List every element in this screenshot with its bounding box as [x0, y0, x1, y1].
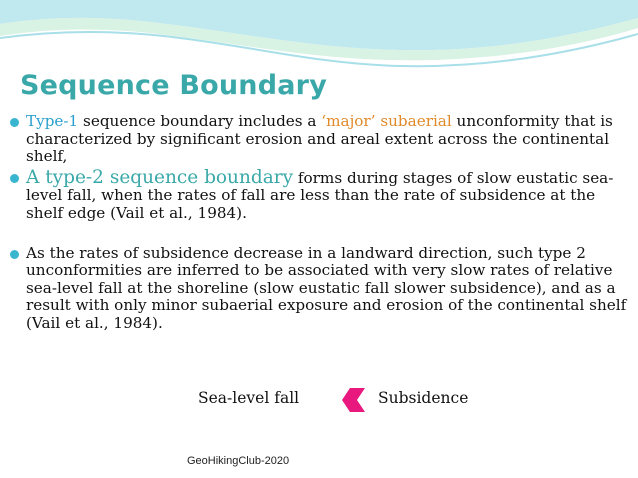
bullet-dot-icon	[10, 118, 19, 127]
bullet-text: As the rates of subsidence decrease in a landward direction, such type 2 unconformities are inferred to be associated with very slow rates of relative sea-level fall at the shoreline (slow eustatic fall slower subsidence), and as a result with only minor subaerial exposure and erosion of the continental shelf (Vail et al., 1984).	[26, 243, 627, 332]
bullet-type-2	[6, 166, 632, 223]
bullet-type-1	[6, 113, 632, 166]
bullet-list	[6, 113, 632, 333]
bullet-text: sequence boundary includes a	[78, 112, 322, 130]
less-than-shape-icon	[340, 387, 366, 413]
major-subaerial-term: ‘major’ subaerial	[321, 112, 452, 130]
bullet-dot-icon	[10, 174, 19, 183]
bullet-dot-icon	[10, 250, 19, 259]
footer-credit: GeoHikingClub-2020	[187, 455, 290, 467]
type-2-term: A type-2 sequence boundary	[26, 166, 294, 188]
bullet-text: unconformity that is characterized by significant erosion and areal extent across the continental shelf,	[26, 112, 613, 166]
sea-level-fall-label: Sea-level fall	[198, 389, 300, 407]
slide-title: Sequence Boundary	[20, 70, 327, 101]
type-1-term: Type-1	[26, 112, 79, 130]
bullet-text: forms during stages of slow eustatic sea-level fall, when the rates of fall are less than the rate of subsidence at the shelf edge (Vail et al., 1984).	[26, 168, 614, 222]
subsidence-label: Subsidence	[378, 389, 469, 407]
bullet-subsidence	[6, 245, 632, 333]
comparison-row	[198, 387, 498, 413]
